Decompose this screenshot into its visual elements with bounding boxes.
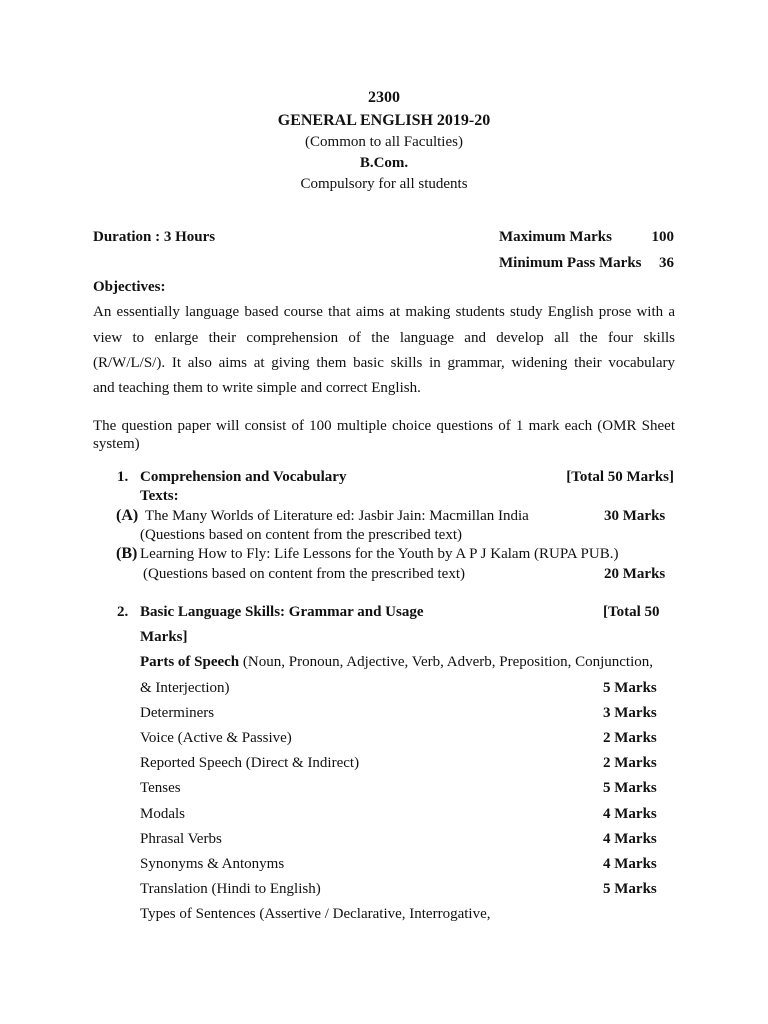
compulsory-note: Compulsory for all students xyxy=(300,176,468,192)
paper-code: 2300 xyxy=(368,89,400,106)
objectives-line: view to enlarge their comprehension of the language and develop all the four skills xyxy=(93,330,675,346)
topic-marks: 4 Marks xyxy=(603,806,657,822)
max-marks-value: 100 xyxy=(651,229,674,245)
document-subtitle: (Common to all Faculties) xyxy=(305,134,463,150)
topic-label: Tenses xyxy=(140,780,181,796)
min-pass-value: 36 xyxy=(659,255,674,271)
item-a-marks: 30 Marks xyxy=(604,508,666,524)
texts-label: Texts: xyxy=(140,488,179,504)
course-name: B.Com. xyxy=(359,155,409,171)
objectives-heading: Objectives: xyxy=(93,279,166,295)
section2-title: Basic Language Skills: Grammar and Usage xyxy=(140,604,424,620)
parts-of-speech-line xyxy=(140,654,653,671)
item-b-label: (B) xyxy=(116,545,138,562)
min-pass-label: Minimum Pass Marks xyxy=(499,255,642,271)
topic-label: Synonyms & Antonyms xyxy=(140,856,285,872)
topic-marks: 4 Marks xyxy=(603,856,657,872)
parts-of-speech-list: (Noun, Pronoun, Adjective, Verb, Adverb, Preposition, Conjunction, xyxy=(242,654,654,670)
section2-total-cont: Marks] xyxy=(140,629,188,645)
item-b-note: (Questions based on content from the prescribed text) xyxy=(143,566,465,582)
section2-total: [Total 50 xyxy=(603,604,660,620)
objectives-line: and teaching them to write simple and correct English. xyxy=(93,380,421,396)
item-a-note: (Questions based on content from the prescribed text) xyxy=(140,527,462,543)
item-a-text: The Many Worlds of Literature ed: Jasbir Jain: Macmillan India xyxy=(145,508,529,524)
item-b-text: Learning How to Fly: Life Lessons for the Youth by A P J Kalam (RUPA PUB.) xyxy=(140,546,619,562)
topic-marks: 5 Marks xyxy=(603,881,657,897)
topic-label: Phrasal Verbs xyxy=(140,831,222,847)
topic-marks: 2 Marks xyxy=(603,730,657,746)
topic-marks: 3 Marks xyxy=(603,705,657,721)
parts-of-speech-marks: 5 Marks xyxy=(603,680,657,696)
paper-info-line: system) xyxy=(93,436,140,452)
topic-marks: 5 Marks xyxy=(603,780,657,796)
objectives-line: (R/W/L/S/). It also aims at giving them basic skills in grammar, widening their vocabulary xyxy=(93,355,675,371)
topic-marks: 4 Marks xyxy=(603,831,657,847)
document-title: GENERAL ENGLISH 2019-20 xyxy=(277,112,491,129)
objectives-line: An essentially language based course that aims at making students study English prose with a xyxy=(93,304,675,320)
max-marks-label: Maximum Marks xyxy=(499,229,612,245)
item-a-label: (A) xyxy=(116,507,139,524)
topic-label-continued: Types of Sentences (Assertive / Declarative, Interrogative, xyxy=(140,906,491,922)
section1-total: [Total 50 Marks] xyxy=(566,469,674,485)
item-b-marks: 20 Marks xyxy=(604,566,666,582)
parts-of-speech-label: Parts of Speech xyxy=(140,654,240,670)
topic-label: Determiners xyxy=(140,705,215,721)
section1-number: 1. xyxy=(117,469,129,485)
section1-title: Comprehension and Vocabulary xyxy=(140,469,347,485)
topic-label: Reported Speech (Direct & Indirect) xyxy=(140,755,360,771)
section2-number: 2. xyxy=(117,604,129,620)
topic-marks: 2 Marks xyxy=(603,755,657,771)
topic-label: Modals xyxy=(140,806,185,822)
paper-info-line: The question paper will consist of 100 multiple choice questions of 1 mark each (OMR Sheet xyxy=(93,418,675,434)
duration-label: Duration : 3 Hours xyxy=(93,229,216,245)
topic-label: Translation (Hindi to English) xyxy=(140,881,321,897)
topic-label: Voice (Active & Passive) xyxy=(140,730,292,746)
parts-of-speech-cont: & Interjection) xyxy=(140,680,230,696)
